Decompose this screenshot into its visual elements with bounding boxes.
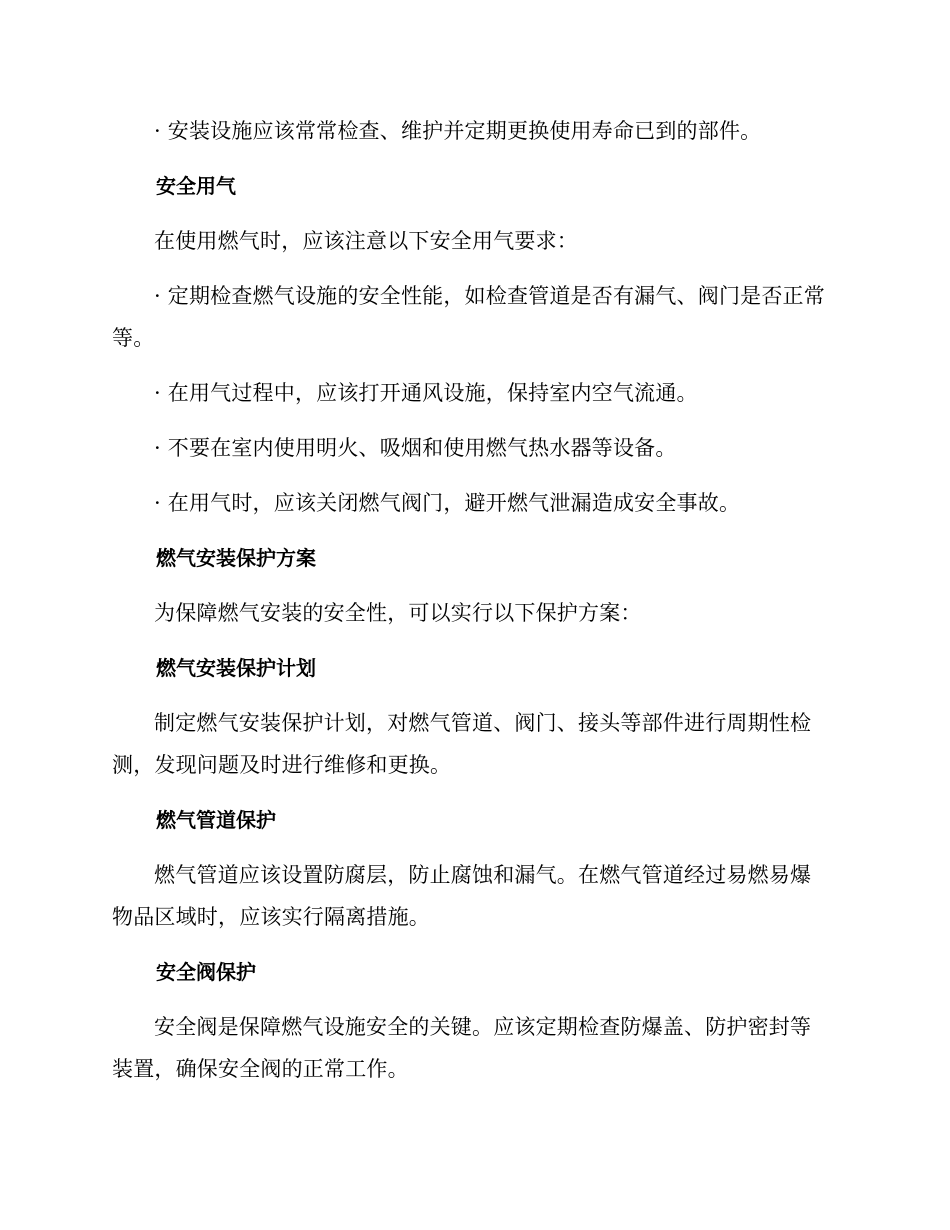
bullet-paragraph-no-open-flame: · 不要在室内使用明火、吸烟和使用燃气热水器等设备。	[154, 436, 677, 460]
section-heading-protection-plan: 燃气安装保护方案	[156, 546, 316, 570]
section-heading-safe-gas-use: 安全用气	[156, 174, 236, 198]
document-body	[112, 110, 832, 1103]
bullet-paragraph-ventilation: · 在用气过程中，应该打开通风设施，保持室内空气流通。	[154, 381, 698, 405]
paragraph-protection-intro: 为保障燃气安装的安全性，可以实行以下保护方案：	[154, 601, 642, 625]
section-heading-protection-schedule: 燃气安装保护计划	[156, 656, 316, 680]
paragraph-safety-valve: 安全阀是保障燃气设施安全的关键。应该定期检查防爆盖、防护密封等装置，确保安全阀的正常工作。	[112, 1015, 812, 1081]
paragraph-protection-schedule: 制定燃气安装保护计划，对燃气管道、阀门、接头等部件进行周期性检测，发现问题及时进行维修和更换。	[112, 711, 812, 777]
bullet-paragraph-close-valve: · 在用气时，应该关闭燃气阀门，避开燃气泄漏造成安全事故。	[154, 491, 741, 515]
paragraph-gas-use-intro: 在使用燃气时，应该注意以下安全用气要求：	[154, 229, 578, 253]
section-heading-pipeline-protection: 燃气管道保护	[156, 808, 276, 832]
bullet-paragraph-check-safety: · 定期检查燃气设施的安全性能，如检查管道是否有漏气、阀门是否正常等。	[112, 284, 825, 350]
section-heading-safety-valve: 安全阀保护	[156, 960, 256, 984]
paragraph-pipeline-protection: 燃气管道应该设置防腐层，防止腐蚀和漏气。在燃气管道经过易燃易爆物品区域时，应该实行隔离措施。	[112, 863, 812, 929]
bullet-paragraph-inspect-install: · 安装设施应该常常检查、维护并定期更换使用寿命已到的部件。	[154, 119, 762, 143]
